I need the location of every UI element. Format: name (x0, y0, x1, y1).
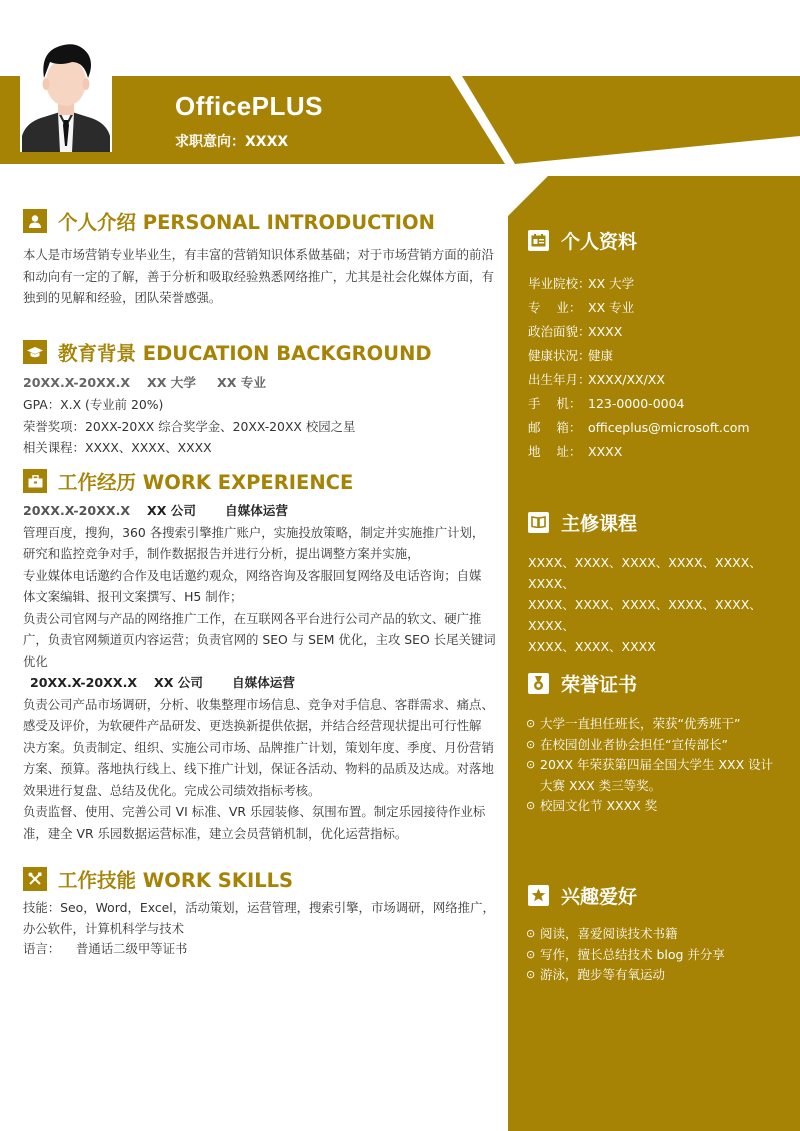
honors-heading (528, 670, 784, 696)
education-section (23, 337, 489, 459)
star-icon (528, 885, 549, 906)
profile-row: 健康状况： 健康 (528, 348, 614, 363)
list-item: ⊙ 大学一直担任班长，荣获“优秀班干” (528, 714, 784, 735)
header-band (0, 76, 800, 164)
work-body (23, 500, 496, 844)
courses-heading (528, 509, 784, 535)
work-section (23, 466, 496, 844)
hobbies-title: 兴趣爱好 (561, 885, 638, 908)
intro-section (23, 206, 494, 309)
profile-row: 专 业： XX 专业 (528, 300, 635, 315)
graduation-cap-icon (23, 340, 47, 364)
education-title: 教育背景 EDUCATION BACKGROUND (58, 342, 432, 365)
job-intent: 求职意向：XXXX (175, 134, 289, 150)
list-item: ⊙ 游泳，跑步等有氧运动 (528, 965, 784, 986)
person-icon (23, 209, 47, 233)
profile-row: 手 机： 123-0000-0004 (528, 396, 685, 411)
hobbies-section (528, 882, 784, 986)
book-icon (528, 512, 549, 533)
skills-text: 技能：Seo，Word，Excel，活动策划，运营管理，搜索引擎，市场调研，网络推广， 办公软件，计算机科学与技术 语言： 普通话二级甲等证书 (23, 900, 495, 956)
education-details: GPA：X.X (专业前 20%) 荣誉奖项：20XX-20XX 综合奖学金、20XX-20XX 校园之星 相关课程：XXXX、XXXX、XXXX (23, 397, 356, 455)
work-title: 工作经历 WORK EXPERIENCE (58, 471, 354, 494)
avatar-illustration (20, 36, 112, 152)
job-header: 20XX.X-20XX.X XX 公司 自媒体运营 (30, 675, 295, 690)
profile-title: 个人资料 (561, 230, 638, 253)
list-item: ⊙ 在校园创业者协会担任“宣传部长” (528, 735, 784, 756)
profile-row: 毕业院校： XX 大学 (528, 276, 635, 291)
briefcase-icon (23, 469, 47, 493)
profile-list (528, 272, 750, 464)
skills-title: 工作技能 WORK SKILLS (58, 869, 294, 892)
profile-row: 政治面貌： XXXX (528, 324, 623, 339)
list-item: ⊙ 写作，擅长总结技术 blog 并分享 (528, 945, 784, 966)
job-description: 负责公司产品市场调研，分析、收集整理市场信息、竞争对手信息、客群需求、痛点、 感受及评价，为软硬件产品研发、更迭换新提供依据，并结合经营现状提出可行性解 决方案。负责制定、组织、实施公司市场、品牌推广计划，策划年度、季度、月份营销 方案、预算。落地执行线上、线下推广计划，保证各活动、物料的品质及达成。对落地 效果进行复盘、总结及优化。完成公司绩效指标考核。 负责监督、使用、完善公司 VI 标准、VR 乐园装修、氛围布置。制定乐园接待作业标 准，建全 VR 乐园数据运营标准，建立会员营销机制，优化运营指标。 (23, 696, 494, 841)
job-description: 管理百度，搜狗，360 各搜索引擎推广账户，实施投放策略，制定并实施推广计划， 研究和监控竞争对手，制作数据报告并进行分析，提出调整方案并实施， 专业媒体电话邀约合作及电话邀约观众，网络咨询及客服回复网络及电话咨询；自媒 体文案编辑、报刊文案撰写、H5 制作； 负责公司官网与产品的网络推广工作，在互联网各平台进行公司产品的软文、硬广推 广，负责官网频道页内容运营；负责官网的 SEO 与 SEM 优化，主攻 SEO 长尾关键词 优化 (23, 524, 496, 669)
list-item: ⊙ 阅读，喜爱阅读技术书籍 (528, 924, 784, 945)
header-band-shape (0, 76, 800, 164)
id-card-icon (528, 230, 549, 251)
job-header: 20XX.X-20XX.X XX 公司 自媒体运营 (23, 503, 288, 518)
profile-heading (528, 227, 750, 253)
list-item: ⊙ 校园文化节 XXXX 奖 (528, 796, 784, 817)
medal-icon (528, 673, 549, 694)
profile-section (528, 227, 750, 464)
education-heading (23, 337, 489, 367)
intro-title: 个人介绍 PERSONAL INTRODUCTION (58, 211, 435, 234)
avatar (20, 36, 112, 152)
profile-row: 出生年月： XXXX/XX/XX (528, 372, 665, 387)
courses-title: 主修课程 (561, 512, 638, 535)
courses-list: XXXX、XXXX、XXXX、XXXX、XXXX、XXXX、 XXXX、XXXX、XXXX、XXXX、XXXX、XXXX、 XXXX、XXXX、XXXX (528, 555, 762, 654)
profile-row: 邮 箱： officeplus@microsoft.com (528, 416, 750, 440)
education-body (23, 372, 489, 459)
honors-section (528, 670, 784, 817)
honors-list (528, 714, 784, 817)
list-item: ⊙ 20XX 年荣获第四届全国大学生 XXX 设计大赛 XXX 类三等奖。 (528, 755, 784, 796)
courses-section (528, 509, 784, 657)
intro-heading (23, 206, 489, 236)
profile-row: 地 址： XXXX (528, 444, 623, 459)
education-summary: 20XX.X-20XX.X XX 大学 XX 专业 (23, 375, 266, 390)
candidate-name: OfficePLUS (175, 91, 324, 121)
honors-title: 荣誉证书 (561, 673, 638, 696)
hobbies-heading (528, 882, 784, 908)
skills-section (23, 864, 495, 960)
intro-text: 本人是市场营销专业毕业生，有丰富的营销知识体系做基础；对于市场营销方面的前沿 和动向有一定的了解，善于分析和吸取经验熟悉网络推广，尤其是社会化媒体方面，有 独到的见解和经验，团队荣誉感强。 (23, 247, 494, 305)
skills-heading (23, 864, 489, 894)
work-heading (23, 466, 489, 496)
tools-icon (23, 867, 47, 891)
email-link[interactable]: officeplus@microsoft.com (588, 420, 750, 435)
hobbies-list (528, 924, 784, 986)
